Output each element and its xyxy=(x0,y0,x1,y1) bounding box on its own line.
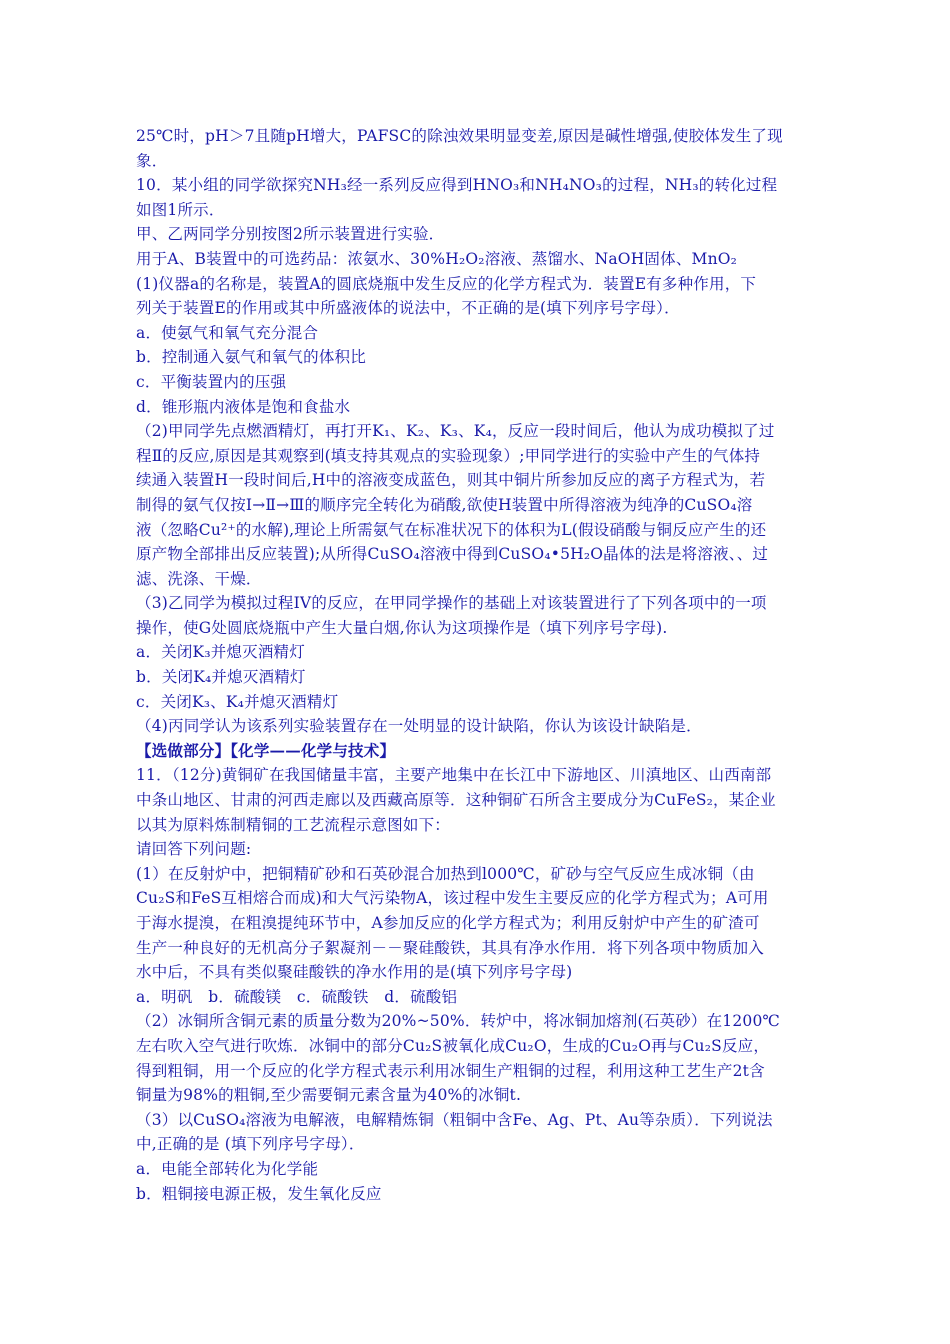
option-line: c．关闭K₃、K₄并熄灭酒精灯 xyxy=(136,692,339,711)
text-line: 得到粗铜，用一个反应的化学方程式表示利用冰铜生产粗铜的过程，利用这种工艺生产2t含 xyxy=(136,1061,765,1080)
text-line: (1)仪器a的名称是，装置A的圆底烧瓶中发生反应的化学方程式为．装置E有多种作用，下 xyxy=(136,274,757,293)
text-line: 列关于装置E的作用或其中所盛液体的说法中，不正确的是(填下列序号字母）． xyxy=(136,299,680,318)
option-line: b．关闭K₄并熄灭酒精灯 xyxy=(136,668,306,687)
text-line: 25℃时，pH＞7且随pH增大，PAFSC的除浊效果明显变差,原因是碱性增强,使胶体发生了现 xyxy=(136,127,783,145)
question-11-line: 11．（12分)黄铜矿在我国储量丰富，主要产地集中在长江中下游地区、川滇地区、山西南部 xyxy=(136,766,772,785)
text-line: 液（忽略Cu²⁺的水解),理论上所需氨气在标准状况下的体积为L(假设硝酸与铜反应产生的还 xyxy=(136,520,767,539)
text-line: （3)乙同学为模拟过程IV的反应，在甲同学操作的基础上对该装置进行了下列各项中的一项 xyxy=(136,594,767,613)
text-line: 中,正确的是 (填下列序号字母）． xyxy=(136,1135,365,1154)
option-line: a．电能全部转化为化学能 xyxy=(136,1159,319,1178)
document-body xyxy=(136,124,816,1206)
text-line: （2)甲同学先点燃酒精灯，再打开K₁、K₂、K₃、K₄，反应一段时间后，他认为成功模拟了过 xyxy=(136,422,775,441)
text-line: 甲、乙两同学分别按图2所示装置进行实验． xyxy=(136,225,445,244)
option-line: a．关闭K₃并熄灭酒精灯 xyxy=(136,643,305,662)
text-line: 水中后，不具有类似聚硅酸铁的净水作用的是(填下列序号字母) xyxy=(136,963,573,982)
text-line: 续通入装置H一段时间后,H中的溶液变成蓝色，则其中铜片所参加反应的离子方程式为，若 xyxy=(136,471,766,490)
option-line: a．使氨气和氧气充分混合 xyxy=(136,323,319,342)
text-line: 左右吹入空气进行吹炼．冰铜中的部分Cu₂S被氧化成Cu₂O，生成的Cu₂O再与Cu₂S反应， xyxy=(136,1036,770,1055)
text-line: （4)丙同学认为该系列实验装置存在一处明显的设计缺陷，你认为该设计缺陷是． xyxy=(136,717,702,736)
text-line: （2）冰铜所含铜元素的质量分数为20%~50%．转炉中，将冰铜加熔剂(石英砂）在1200℃ xyxy=(136,1012,781,1031)
text-line: Cu₂S和FeS互相熔合而成)和大气污染物A，该过程中发生主要反应的化学方程式为；A可用 xyxy=(136,889,769,908)
text-line: 滤、洗涤、干燥． xyxy=(136,569,262,588)
section-heading: 【选做部分】【化学——化学与技术】 xyxy=(136,740,396,760)
text-line: 原产物全部排出反应装置);从所得CuSO₄溶液中得到CuSO₄•5H₂O晶体的法是将溶液、、过 xyxy=(136,545,769,564)
text-line: 生产一种良好的无机高分子絮凝剂－－聚硅酸铁，其具有净水作用．将下列各项中物质加入 xyxy=(136,938,765,957)
option-line: c．平衡装置内的压强 xyxy=(136,372,287,391)
option-line: a．明矾 b．硫酸镁 c．硫酸铁 d．硫酸铝 xyxy=(136,987,458,1006)
text-line: 象． xyxy=(136,151,168,170)
text-line: 操作，使G处圆底烧瓶中产生大量白烟,你认为这项操作是（填下列序号字母). xyxy=(136,618,668,637)
text-line: 以其为原料炼制精铜的工艺流程示意图如下： xyxy=(136,815,451,834)
option-line: d．锥形瓶内液体是饱和食盐水 xyxy=(136,397,351,416)
text-line: 于海水提溴，在粗溴提纯环节中，A参加反应的化学方程式为；利用反射炉中产生的矿渣可 xyxy=(136,914,760,932)
text-line: 中条山地区、甘肃的河西走廊以及西藏高原等．这种铜矿石所含主要成分为CuFeS₂，某企业 xyxy=(136,791,776,810)
text-line: 制得的氨气仅按Ⅰ→Ⅱ→Ⅲ的顺序完全转化为硝酸,欲使H装置中所得溶液为纯净的CuSO₄溶 xyxy=(136,495,753,514)
text-line: 请回答下列问题: xyxy=(136,840,252,859)
text-line: 铜量为98%的粗铜,至少需要铜元素含量为40%的冰铜t. xyxy=(136,1086,522,1105)
text-line: （3）以CuSO₄溶液为电解液，电解精炼铜（粗铜中含Fe、Ag、Pt、Au等杂质）．下列说法 xyxy=(136,1110,773,1129)
text-line: 用于A、B装置中的可选药品：浓氨水、30%H₂O₂溶液、蒸馏水、NaOH固体、MnO₂ xyxy=(136,249,738,268)
text-line: 程Ⅱ的反应,原因是其观察到(填支持其观点的实验现象）;甲同学进行的实验中产生的气体持 xyxy=(136,446,761,465)
option-line: b．粗铜接电源正极，发生氧化反应 xyxy=(136,1184,382,1203)
option-line: b．控制通入氨气和氧气的体积比 xyxy=(136,348,366,367)
text-line: (1）在反射炉中，把铜精矿砂和石英砂混合加热到l000℃，矿砂与空气反应生成冰铜（由 xyxy=(136,864,755,883)
question-10-line: 10．某小组的同学欲探究NH₃经一系列反应得到HNO₃和NH₄NO₃的过程，NH₃的转化过程 xyxy=(136,176,778,195)
text-line: 如图1所示． xyxy=(136,200,225,219)
